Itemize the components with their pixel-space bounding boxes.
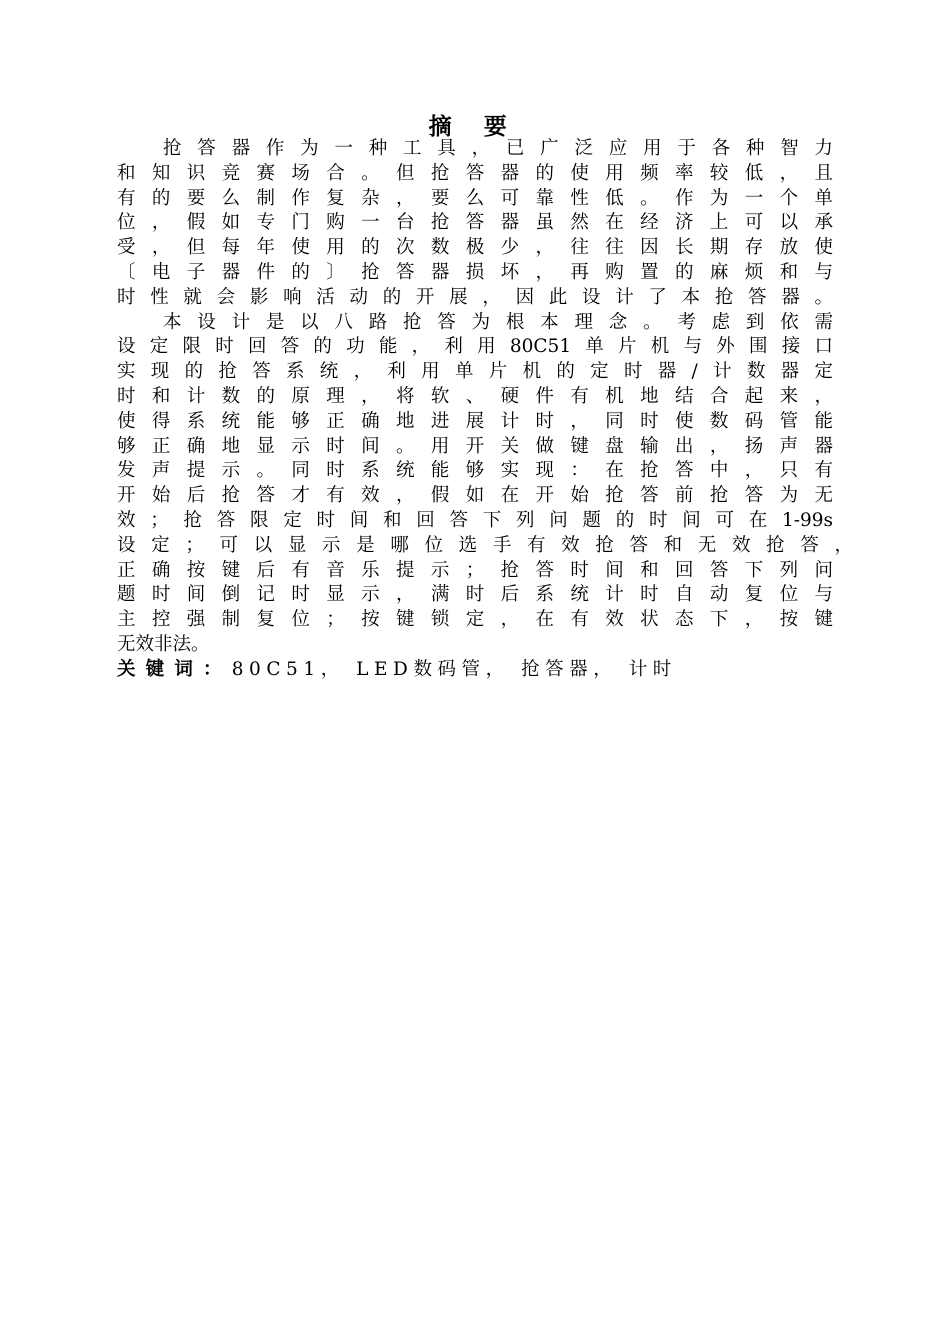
abstract-line: 位，假如专门购一台抢答器虽然在经济上可以承 bbox=[117, 212, 833, 234]
abstract-line: 主控强制复位；按键锁定，在有效状态下，按键 bbox=[117, 609, 833, 631]
abstract-line: 时性就会影响活动的开展，因此设计了本抢答器。 bbox=[117, 286, 833, 308]
keywords-line bbox=[117, 658, 833, 683]
abstract-line: 受，但每年使用的次数极少，往往因长期存放使 bbox=[117, 237, 833, 259]
abstract-line: 设定；可以显示是哪位选手有效抢答和无效抢答， bbox=[117, 534, 853, 556]
abstract-line: 够正确地显示时间。用开关做键盘输出，扬声器 bbox=[117, 435, 833, 457]
abstract-line: 和知识竞赛场合。但抢答器的使用频率较低，且 bbox=[117, 162, 833, 184]
abstract-line: 发声提示。同时系统能够实现：在抢答中，只有 bbox=[117, 460, 833, 482]
page-title: 摘 要 bbox=[428, 114, 512, 140]
abstract-body bbox=[117, 137, 853, 683]
abstract-line: 本设计是以八路抢答为根本理念。考虑到依需 bbox=[163, 311, 833, 333]
abstract-line: 题时间倒记时显示，满时后系统计时自动复位与 bbox=[117, 584, 833, 606]
abstract-line: 使得系统能够正确地进展计时，同时使数码管能 bbox=[117, 410, 833, 432]
abstract-line: 时和计数的原理，将软、硬件有机地结合起来， bbox=[117, 385, 833, 407]
abstract-line: 有的要么制作复杂，要么可靠性低。作为一个单 bbox=[117, 187, 833, 209]
abstract-line: 正确按键后有音乐提示；抢答时间和回答下列问 bbox=[117, 559, 833, 581]
abstract-line: 开始后抢答才有效，假如在开始抢答前抢答为无 bbox=[117, 485, 833, 507]
abstract-line: 〔电子器件的〕抢答器损坏，再购置的麻烦和与 bbox=[117, 261, 833, 283]
abstract-line: 无效非法。 bbox=[117, 633, 210, 655]
abstract-line: 实现的抢答系统，利用单片机的定时器/计数器定 bbox=[117, 361, 833, 383]
abstract-line: 效；抢答限定时间和回答下列问题的时间可在1-99s bbox=[117, 509, 833, 531]
keywords-value: 80C51， LED数码管， 抢答器， 计时 bbox=[231, 658, 677, 680]
abstract-line: 抢答器作为一种工具，已广泛应用于各种智力 bbox=[163, 138, 833, 159]
keywords-label: 关键词： bbox=[117, 658, 232, 680]
abstract-line: 设定限时回答的功能，利用80C51单片机与外围接口 bbox=[117, 336, 833, 358]
